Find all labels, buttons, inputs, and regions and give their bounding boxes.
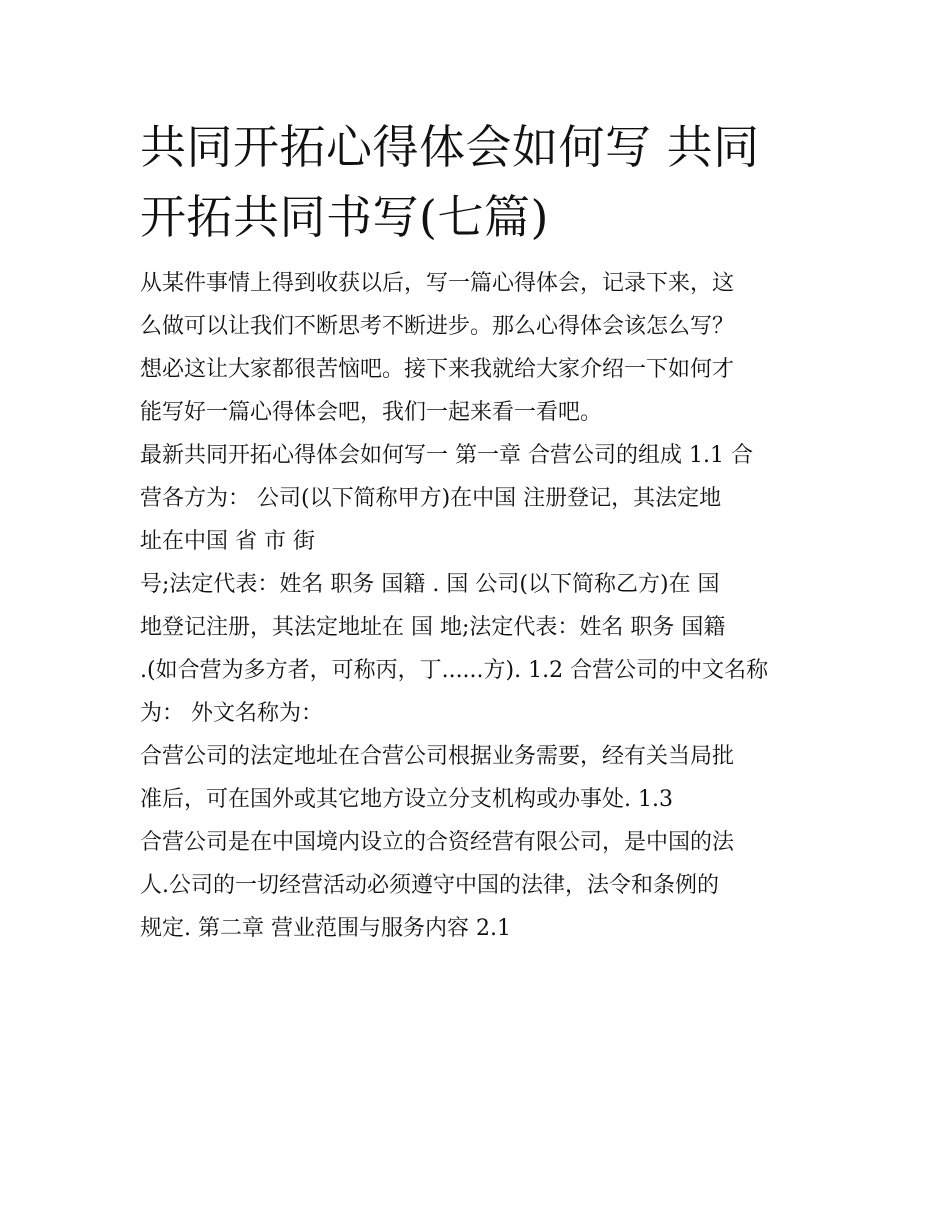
body-paragraph bbox=[140, 735, 815, 821]
body-paragraph bbox=[140, 821, 815, 950]
text-line: 准后，可在国外或其它地方设立分支机构或办事处. 1.3 bbox=[140, 787, 673, 812]
text-line: 人.公司的一切经营活动必须遵守中国的法律，法令和条例的 bbox=[140, 873, 719, 898]
text-line: 号;法定代表：姓名 职务 国籍 . 国 公司(以下简称乙方)在 国 bbox=[140, 572, 720, 597]
text-line: 营各方为： 公司(以下简称甲方)在中国 注册登记，其法定地 bbox=[140, 486, 722, 511]
document-title bbox=[140, 112, 815, 252]
title-line: 共同开拓心得体会如何写 共同 bbox=[140, 120, 760, 174]
text-line: 址在中国 省 市 街 bbox=[140, 529, 315, 554]
text-line: 为： 外文名称为： bbox=[140, 701, 323, 726]
title-line: 开拓共同书写(七篇) bbox=[140, 190, 549, 244]
text-line: 地登记注册，其法定地址在 国 地;法定代表：姓名 职务 国籍 bbox=[140, 615, 726, 640]
document-page bbox=[140, 112, 815, 950]
intro-paragraph bbox=[140, 262, 815, 434]
text-line: 从某件事情上得到收获以后，写一篇心得体会，记录下来，这 bbox=[140, 271, 735, 296]
body-paragraph bbox=[140, 563, 815, 735]
text-line: 么做可以让我们不断思考不断进步。那么心得体会该怎么写？ bbox=[140, 314, 735, 339]
body-paragraph bbox=[140, 434, 815, 563]
text-line: 合营公司的法定地址在合营公司根据业务需要，经有关当局批 bbox=[140, 744, 735, 769]
text-line: .(如合营为多方者，可称丙，丁......方). 1.2 合营公司的中文名称 bbox=[140, 658, 769, 683]
text-line: 合营公司是在中国境内设立的合资经营有限公司，是中国的法 bbox=[140, 830, 735, 855]
text-line: 最新共同开拓心得体会如何写一 第一章 合营公司的组成 1.1 合 bbox=[140, 443, 753, 468]
text-line: 规定. 第二章 营业范围与服务内容 2.1 bbox=[140, 916, 511, 941]
text-line: 能写好一篇心得体会吧，我们一起来看一看吧。 bbox=[140, 400, 603, 425]
text-line: 想必这让大家都很苦恼吧。接下来我就给大家介绍一下如何才 bbox=[140, 357, 735, 382]
